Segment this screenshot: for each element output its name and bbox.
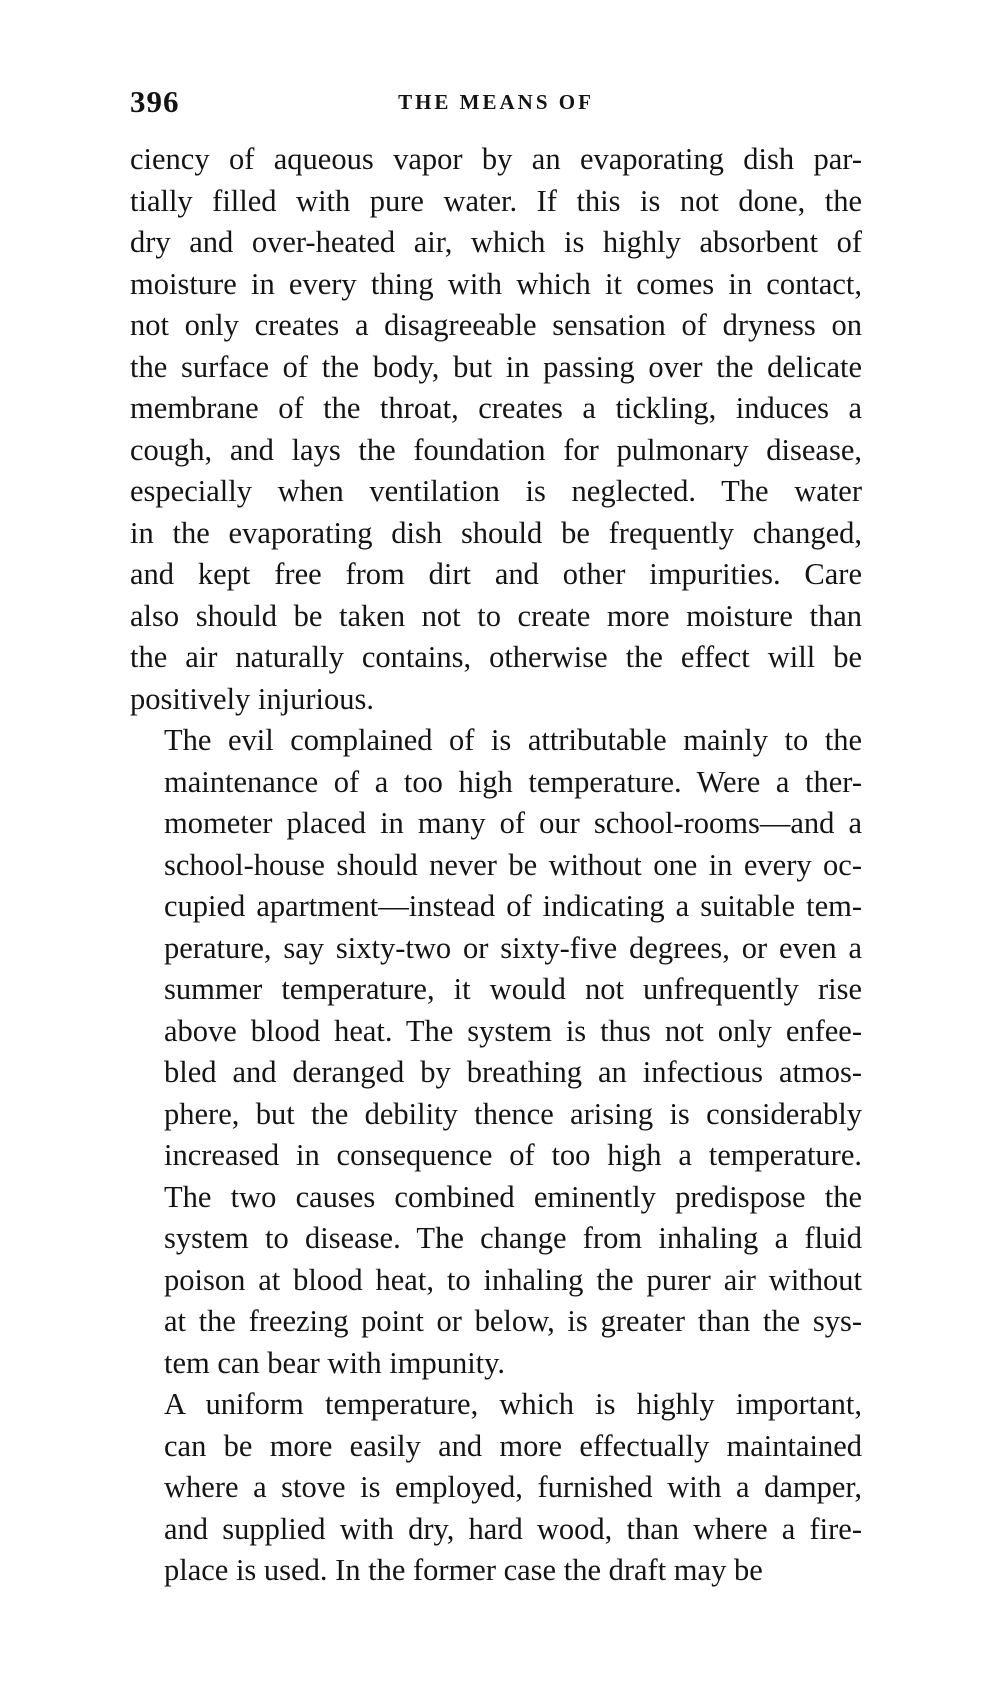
text-line: system to disease. The change from inhaling a fluid [164,1221,862,1255]
text-line: place is used. In the former case the draft may be [164,1553,763,1587]
text-line: maintenance of a too high temperature. Were a ther- [164,764,862,799]
running-head: THE MEANS OF [398,90,594,114]
text-line: mometer placed in many of our school-rooms—and a [164,806,862,840]
text-line: also should be taken not to create more moisture than [130,598,862,633]
text-line: phere, but the debility thence arising is considerably [164,1096,862,1131]
paragraph [130,1384,862,1592]
text-line: poison at blood heat, to inhaling the purer air without [164,1262,862,1297]
text-line: cough, and lays the foundation for pulmonary disease, [130,432,862,467]
text-line: tially filled with pure water. If this is not done, the [130,183,862,218]
text-line: especially when ventilation is neglected. The water [130,474,862,508]
body-text [130,139,862,1592]
text-line: bled and deranged by breathing an infectious atmos- [164,1055,862,1089]
text-line: in the evaporating dish should be frequently changed, [130,515,862,550]
text-line: tem can bear with impunity. [164,1345,506,1380]
text-line: not only creates a disagreeable sensation of dryness on [130,308,862,342]
text-line: membrane of the throat, creates a tickling, induces a [130,391,862,425]
text-line: above blood heat. The system is thus not only enfee- [164,1013,862,1048]
page-number: 396 [130,84,180,119]
text-line: perature, say sixty-two or sixty-five degrees, or even a [164,930,862,965]
text-line: the surface of the body, but in passing over the delicate [130,349,862,384]
text-line: summer temperature, it would not unfrequently rise [164,972,862,1006]
text-line: and supplied with dry, hard wood, than where a fire- [164,1511,862,1546]
text-line: at the freezing point or below, is greater than the sys- [164,1304,862,1338]
text-line: moisture in every thing with which it comes in contact, [130,266,862,301]
text-line: A uniform temperature, which is highly important, [164,1387,862,1421]
text-line: increased in consequence of too high a temperature. [164,1138,862,1172]
text-line: the air naturally contains, otherwise the effect will be [130,640,862,674]
text-line: and kept free from dirt and other impurities. Care [130,557,862,591]
paragraph [130,720,862,1384]
text-line: cupied apartment—instead of indicating a suitable tem- [164,889,862,923]
text-line: school-house should never be without one in every oc- [164,847,862,882]
text-line: dry and over-heated air, which is highly absorbent of [130,225,862,259]
text-line: can be more easily and more effectually maintained [164,1428,862,1463]
text-line: where a stove is employed, furnished with a damper, [164,1470,862,1504]
paragraph [130,139,862,720]
page-header [130,84,862,124]
text-line: ciency of aqueous vapor by an evaporating dish par- [130,142,862,176]
text-line: The evil complained of is attributable mainly to the [164,723,862,757]
text-line: positively injurious. [130,681,374,716]
text-line: The two causes combined eminently predispose the [164,1179,862,1214]
